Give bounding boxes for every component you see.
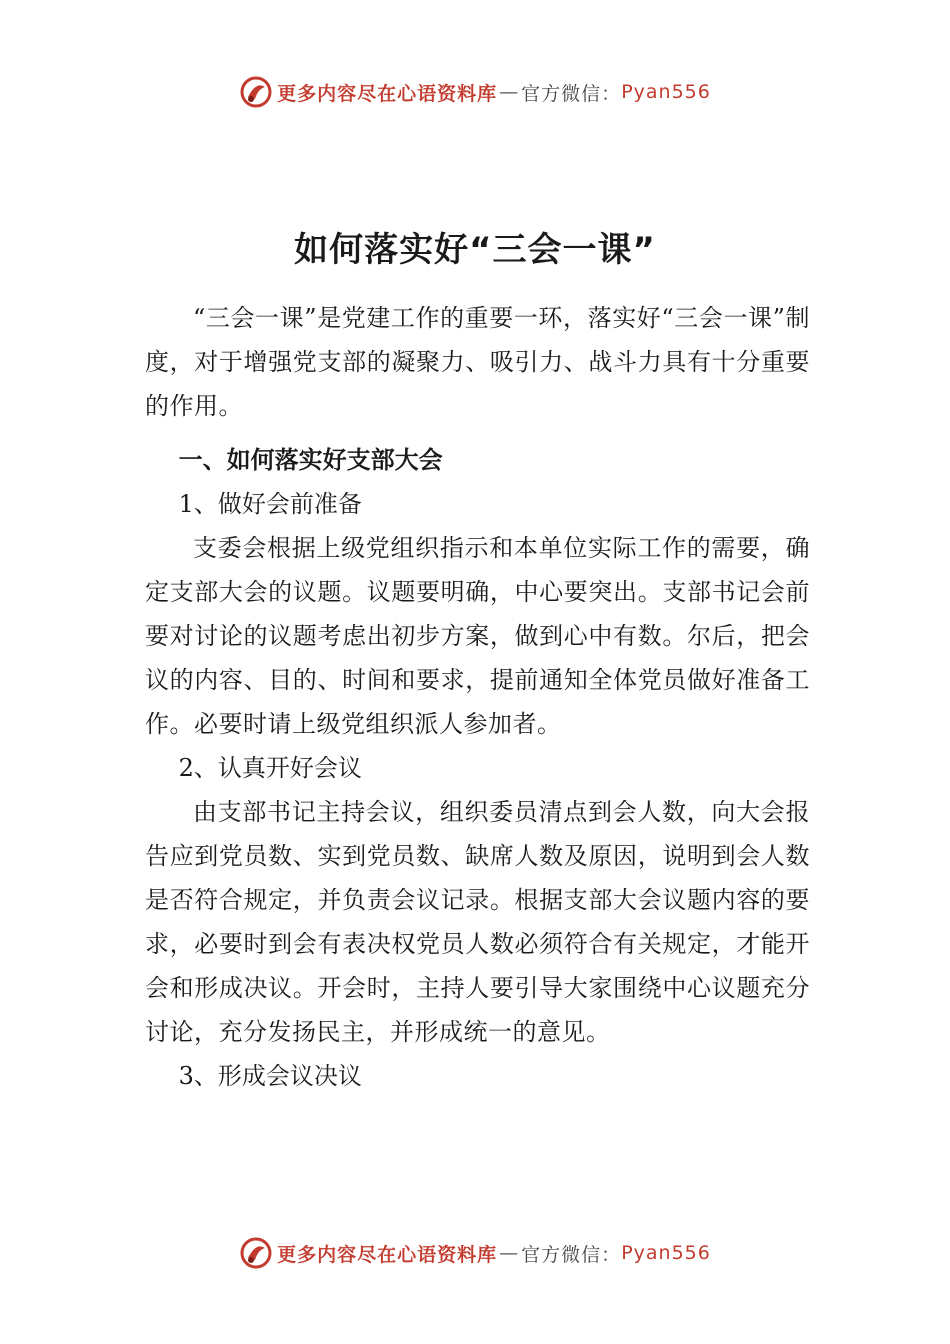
watermark-wechat-id: Pyan556 xyxy=(621,81,711,103)
footer-watermark xyxy=(0,1233,950,1273)
watermark-dash: — xyxy=(499,1242,520,1264)
intro-paragraph: “三会一课”是党建工作的重要一环，落实好“三会一课”制度，对于增强党支部的凝聚力、吸引力、战斗力具有十分重要的作用。 xyxy=(145,304,810,420)
subheading-2: 2、认真开好会议 xyxy=(178,754,362,782)
watermark-main-text: 更多内容尽在心语资料库 xyxy=(277,82,498,105)
watermark-label: 官方微信： xyxy=(521,1243,622,1266)
paragraph-1: 支委会根据上级党组织指示和本单位实际工作的需要，确定支部大会的议题。议题要明确，中心要突出。支部书记会前要对讨论的议题考虑出初步方案，做到心中有数。尔后，把会议的内容、目的、时间和要求，提前通知全体党员做好准备工作。必要时请上级党组织派人参加者。 xyxy=(145,534,810,738)
section-heading: 一、如何落实好支部大会 xyxy=(178,446,443,474)
watermark-main-text: 更多内容尽在心语资料库 xyxy=(277,1243,498,1266)
page-title: 如何落实好“三会一课” xyxy=(294,230,656,270)
watermark-label: 官方微信： xyxy=(521,82,622,105)
document-body xyxy=(145,296,810,1098)
subheading-1: 1、做好会前准备 xyxy=(178,490,362,518)
watermark-wechat-id: Pyan556 xyxy=(621,1242,711,1264)
paragraph-2: 由支部书记主持会议，组织委员清点到会人数，向大会报告应到党员数、实到党员数、缺席人数及原因，说明到会人数是否符合规定，并负责会议记录。根据支部大会议题内容的要求，必要时到会有表决权党员人数必须符合有关规定，才能开会和形成决议。开会时，主持人要引导大家围绕中心议题充分讨论，充分发扬民主，并形成统一的意见。 xyxy=(145,798,810,1046)
logo-icon xyxy=(239,75,273,109)
subheading-3: 3、形成会议决议 xyxy=(178,1062,362,1090)
header-watermark xyxy=(0,72,950,112)
logo-icon xyxy=(239,1236,273,1270)
watermark-dash: — xyxy=(499,81,520,103)
